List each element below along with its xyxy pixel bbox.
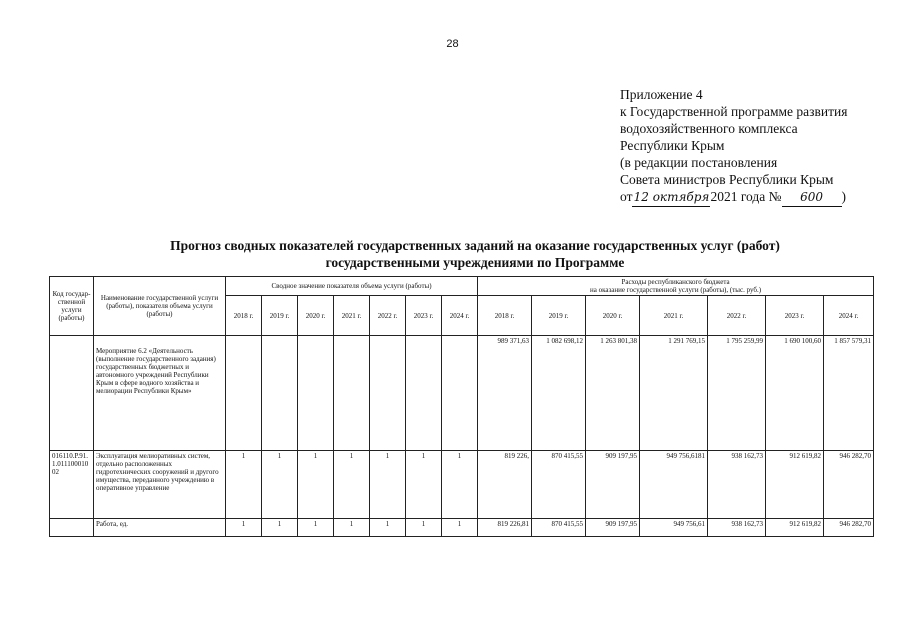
row-volume: 1	[334, 451, 370, 519]
table-row	[50, 451, 874, 519]
appendix-line: (в редакции постановления	[620, 155, 778, 170]
row-expense: 912 619,82	[766, 519, 824, 537]
header-expense-year: 2024 г.	[824, 296, 874, 336]
row-volume	[262, 336, 298, 451]
appendix-line: водохозяйственного комплекса	[620, 121, 798, 136]
row-code	[50, 336, 94, 451]
row-expense: 1 690 100,60	[766, 336, 824, 451]
row-volume: 1	[442, 519, 478, 537]
expense-group-line-1: Расходы республиканского бюджета	[621, 278, 730, 286]
header-expense-group	[478, 277, 874, 296]
table-row	[50, 336, 874, 451]
header-expense-year: 2020 г.	[586, 296, 640, 336]
appendix-line: Республики Крым	[620, 138, 725, 153]
year-text: 2021 года №	[710, 189, 782, 204]
row-expense: 1 857 579,31	[824, 336, 874, 451]
appendix-line: Приложение 4	[620, 87, 703, 102]
row-expense: 909 197,95	[586, 519, 640, 537]
row-volume	[442, 336, 478, 451]
row-volume: 1	[226, 519, 262, 537]
document-title	[60, 237, 890, 271]
header-volume-year: 2019 г.	[262, 296, 298, 336]
appendix-line: к Государственной программе развития	[620, 104, 848, 119]
row-volume: 1	[262, 519, 298, 537]
row-expense: 938 162,73	[708, 519, 766, 537]
header-expense-year: 2018 г.	[478, 296, 532, 336]
row-expense: 938 162,73	[708, 451, 766, 519]
row-volume: 1	[442, 451, 478, 519]
row-name-text: Мероприятие 6.2 «Деятельность (выполнение государственного задания) государственных бюджетных и автономного учреждений Республики Крым в сфере водного хозяйства и мелиорации Республики Крым»	[96, 347, 216, 395]
header-volume-year: 2020 г.	[298, 296, 334, 336]
row-expense: 949 756,6181	[640, 451, 708, 519]
row-expense: 1 263 801,38	[586, 336, 640, 451]
row-expense: 946 282,70	[824, 451, 874, 519]
from-prefix: от	[620, 189, 633, 204]
row-code: 016110.Р.91.1.01110001002	[50, 451, 94, 519]
row-volume: 1	[298, 451, 334, 519]
header-code: Код государ-ственной услуги (работы)	[50, 277, 94, 336]
row-expense: 870 415,55	[532, 451, 586, 519]
header-volume-year: 2021 г.	[334, 296, 370, 336]
row-expense: 1 291 769,15	[640, 336, 708, 451]
row-volume	[370, 336, 406, 451]
expense-group-line-2: на оказание государственной услуги (работы), (тыс. руб.)	[590, 286, 762, 294]
row-volume	[298, 336, 334, 451]
row-volume	[334, 336, 370, 451]
row-expense: 1 082 698,12	[532, 336, 586, 451]
header-expense-year: 2019 г.	[532, 296, 586, 336]
row-volume: 1	[334, 519, 370, 537]
row-volume: 1	[370, 519, 406, 537]
header-expense-year: 2021 г.	[640, 296, 708, 336]
row-volume	[226, 336, 262, 451]
header-volume-year: 2022 г.	[370, 296, 406, 336]
row-expense: 819 226,	[478, 451, 532, 519]
row-name: Работа, ед.	[94, 519, 226, 537]
row-expense: 1 795 259,99	[708, 336, 766, 451]
appendix-block	[620, 86, 900, 207]
title-line-1: Прогноз сводных показателей государственных заданий на оказание государственных услуг (работ)	[170, 238, 780, 253]
row-name: Эксплуатация мелиоративных систем, отдельно расположенных гидротехнических сооружений и другого имущества, переданного учреждению в оперативное управление	[94, 451, 226, 519]
header-volume-year: 2024 г.	[442, 296, 478, 336]
header-row-1	[50, 277, 874, 296]
header-volume-year: 2023 г.	[406, 296, 442, 336]
row-volume	[406, 336, 442, 451]
row-expense: 949 756,61	[640, 519, 708, 537]
title-line-2: государственными учреждениями по Программе	[325, 255, 625, 270]
row-expense: 989 371,63	[478, 336, 532, 451]
row-volume: 1	[262, 451, 298, 519]
table-row	[50, 519, 874, 537]
row-expense: 912 619,82	[766, 451, 824, 519]
handwritten-date: 12 октября	[632, 189, 710, 207]
handwritten-number: 600	[782, 189, 842, 207]
row-volume: 1	[370, 451, 406, 519]
closing-paren: )	[841, 189, 847, 204]
appendix-date-line	[620, 188, 900, 207]
forecast-table	[49, 276, 874, 537]
header-expense-year: 2023 г.	[766, 296, 824, 336]
row-volume: 1	[406, 519, 442, 537]
row-expense: 870 415,55	[532, 519, 586, 537]
row-expense: 909 197,95	[586, 451, 640, 519]
page-number: 28	[446, 38, 459, 50]
row-expense: 946 282,70	[824, 519, 874, 537]
row-volume: 1	[406, 451, 442, 519]
row-code	[50, 519, 94, 537]
header-name: Наименование государственной услуги (работы), показателя объема услуги (работы)	[94, 277, 226, 336]
row-expense: 819 226,81	[478, 519, 532, 537]
header-volume-group: Сводное значение показателя объема услуги (работы)	[226, 277, 478, 296]
row-volume: 1	[298, 519, 334, 537]
row-volume: 1	[226, 451, 262, 519]
row-name	[94, 336, 226, 451]
header-volume-year: 2018 г.	[226, 296, 262, 336]
header-expense-year: 2022 г.	[708, 296, 766, 336]
appendix-line: Совета министров Республики Крым	[620, 172, 834, 187]
